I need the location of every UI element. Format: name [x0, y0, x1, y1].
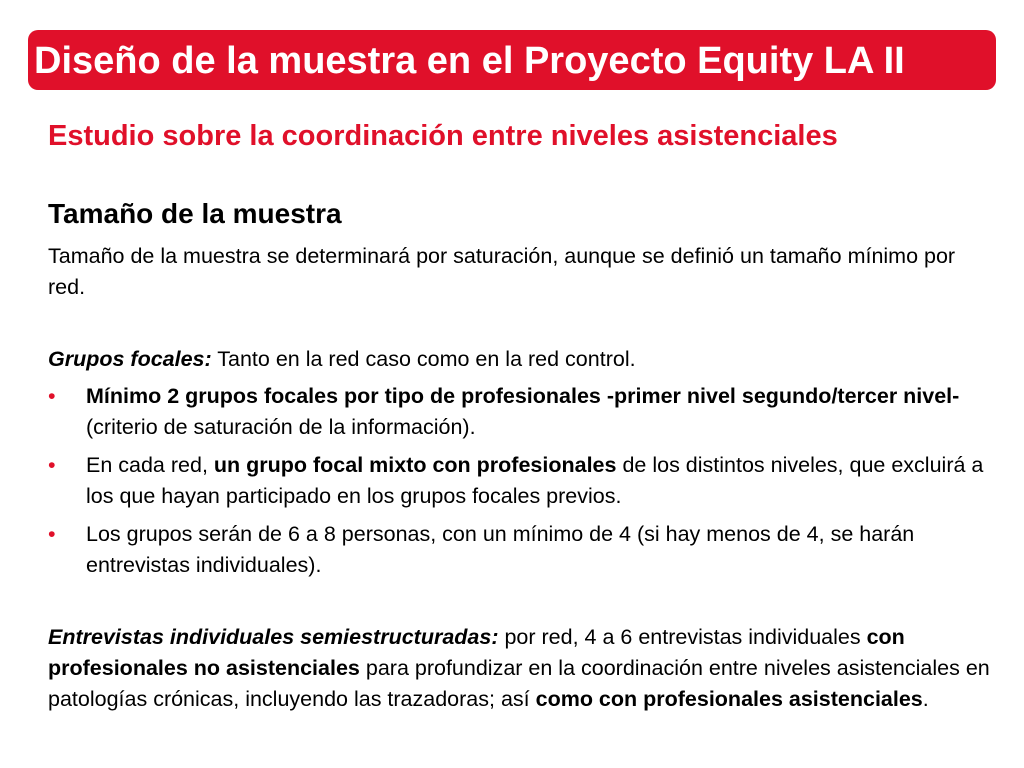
slide-subtitle: Estudio sobre la coordinación entre niveles asistenciales	[48, 120, 838, 152]
interviews-bold: con profesionales no asistenciales	[48, 625, 905, 680]
bullet-icon: •	[48, 384, 56, 408]
bullet-icon: •	[48, 522, 56, 546]
section-heading: Tamaño de la muestra	[48, 198, 342, 229]
focus-groups-paragraph	[48, 344, 998, 375]
interviews-label: Entrevistas individuales semiestructuradas:	[48, 625, 499, 649]
slide-title: Diseño de la muestra en el Proyecto Equity LA II	[34, 40, 905, 82]
interviews-text: para profundizar en la coordinación entre niveles asistenciales en patologías crónicas, incluyendo las trazadoras; así	[48, 656, 990, 711]
list-item	[48, 519, 998, 581]
interviews-text: .	[922, 687, 929, 711]
bullet-list	[48, 381, 998, 588]
list-item	[48, 381, 998, 443]
bullet-text: (criterio de saturación de la información).	[86, 415, 476, 439]
interviews-bold: como con profesionales asistenciales	[535, 687, 923, 711]
bullet-icon: •	[48, 453, 56, 477]
interviews-paragraph	[48, 622, 998, 715]
focus-groups-label: Grupos focales:	[48, 347, 212, 371]
list-item	[48, 450, 998, 512]
focus-groups-text: Tanto en la red caso como en la red control.	[211, 347, 636, 371]
bullet-bold: un grupo focal mixto con profesionales	[213, 453, 617, 477]
bullet-bold: Mínimo 2 grupos focales por tipo de profesionales -primer nivel segundo/tercer nivel-	[86, 384, 960, 408]
bullet-text: de los distintos niveles, que excluirá a los que hayan participado en los grupos focales previos.	[86, 453, 984, 508]
interviews-text: por red, 4 a 6 entrevistas individuales	[498, 625, 867, 649]
bullet-text: Los grupos serán de 6 a 8 personas, con un mínimo de 4 (si hay menos de 4, se harán entrevistas individuales).	[86, 522, 915, 577]
intro-paragraph: Tamaño de la muestra se determinará por saturación, aunque se definió un tamaño mínimo por red.	[48, 244, 956, 299]
bullet-text: En cada red,	[86, 453, 214, 477]
title-bar	[28, 30, 996, 90]
